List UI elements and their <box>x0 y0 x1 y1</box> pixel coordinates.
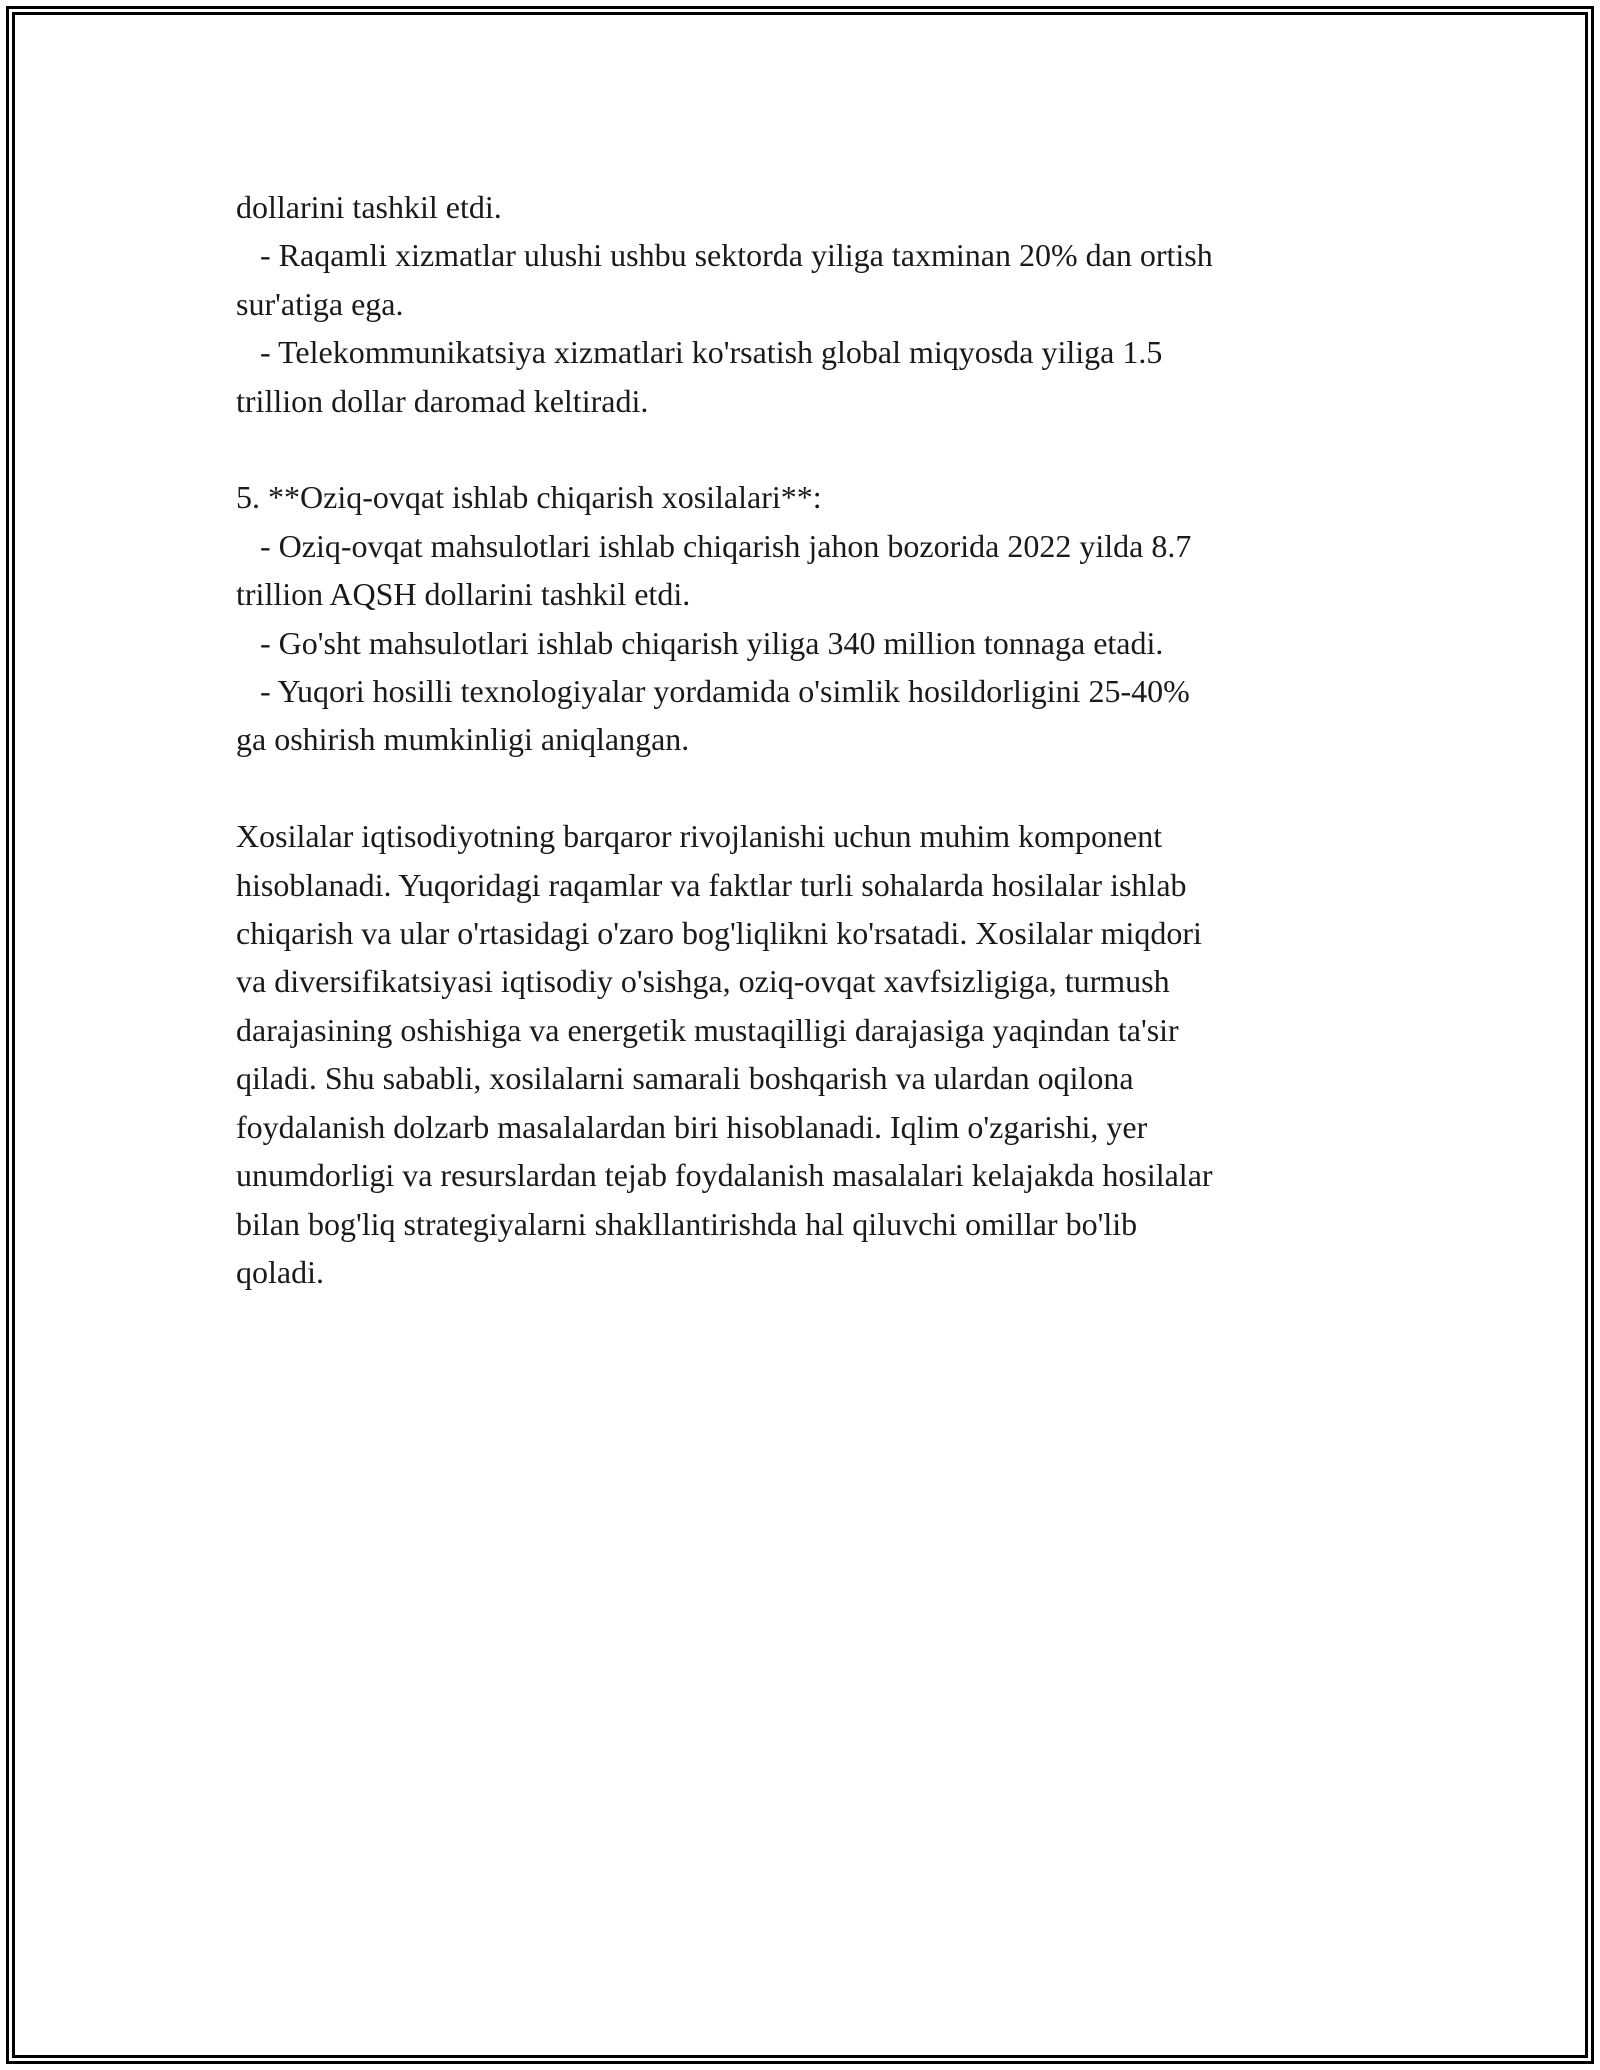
text-line: bilan bog'liq strategiyalarni shakllantirishda hal qiluvchi omillar bo'lib <box>236 1205 1138 1242</box>
text-line: qoladi. <box>236 1253 324 1290</box>
text-line: dollarini tashkil etdi. <box>236 189 502 225</box>
text-line: - Raqamli xizmatlar ulushi ushbu sektorda yiliga taxminan 20% dan ortish <box>236 237 1213 274</box>
text-line: trillion AQSH dollarini tashkil etdi. <box>236 576 691 613</box>
text-line: - Go'sht mahsulotlari ishlab chiqarish yiliga 340 million tonnaga etadi. <box>236 624 1164 661</box>
text-line: trillion dollar daromad keltiradi. <box>236 382 649 419</box>
text-line: darajasining oshishiga va energetik mustaqilligi darajasiga yaqindan ta'sir <box>236 1011 1179 1048</box>
section-heading: 5. **Oziq-ovqat ishlab chiqarish xosilalari**: <box>236 479 822 516</box>
text-line: - Oziq-ovqat mahsulotlari ishlab chiqarish jahon bozorida 2022 yilda 8.7 <box>236 527 1192 564</box>
blank-line <box>236 425 1376 473</box>
text-line: foydalanish dolzarb masalalardan biri hisoblanadi. Iqlim o'zgarishi, yer <box>236 1108 1148 1145</box>
text-line: va diversifikatsiyasi iqtisodiy o'sishga, oziq-ovqat xavfsizligiga, turmush <box>236 963 1170 1000</box>
document-body <box>236 183 1376 1296</box>
text-line: - Telekommunikatsiya xizmatlari ko'rsatish global miqyosda yiliga 1.5 <box>236 334 1163 371</box>
text-line: - Yuqori hosilli texnologiyalar yordamida o'simlik hosildorligini 25-40% <box>236 673 1190 710</box>
text-line: unumdorligi va resurslardan tejab foydalanish masalalari kelajakda hosilalar <box>236 1157 1213 1194</box>
text-line: Xosilalar iqtisodiyotning barqaror rivojlanishi uchun muhim komponent <box>236 818 1163 855</box>
blank-line <box>236 764 1376 812</box>
text-line: hisoblanadi. Yuqoridagi raqamlar va faktlar turli sohalarda hosilalar ishlab <box>236 866 1187 903</box>
text-line: ga oshirish mumkinligi aniqlangan. <box>236 721 690 758</box>
text-line: chiqarish va ular o'rtasidagi o'zaro bog'liqlikni ko'rsatadi. Xosilalar miqdori <box>236 915 1202 952</box>
text-line: qiladi. Shu sababli, xosilalarni samarali boshqarish va ulardan oqilona <box>236 1060 1134 1097</box>
text-line: sur'atiga ega. <box>236 285 404 322</box>
